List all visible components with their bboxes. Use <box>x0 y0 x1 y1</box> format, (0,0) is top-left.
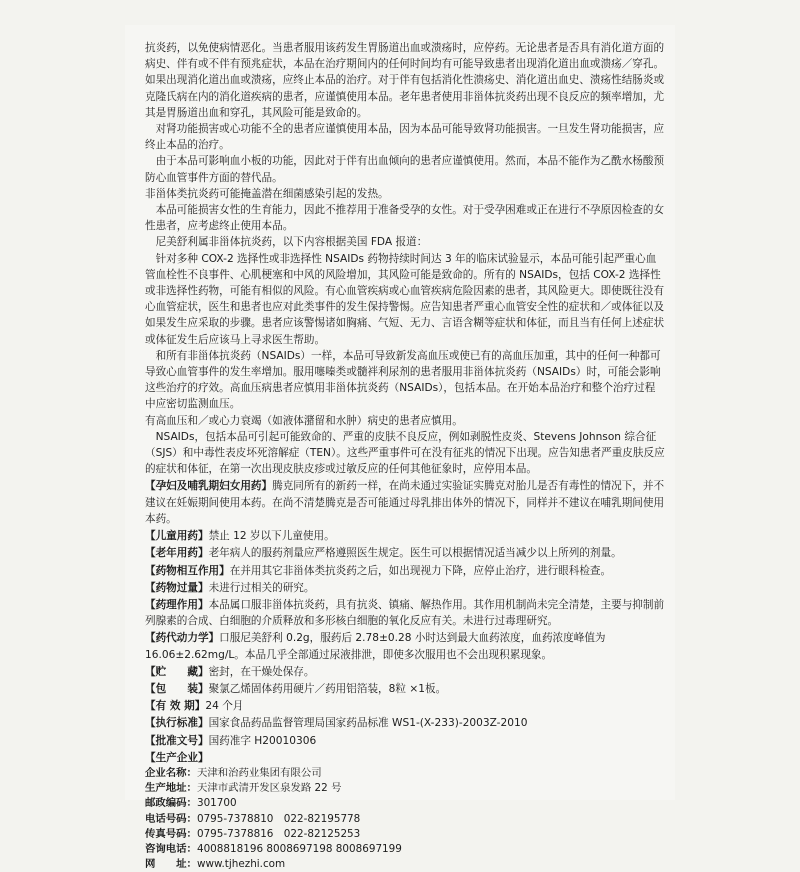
section-interactions <box>145 563 665 579</box>
paragraph: 抗炎药，以免使病情恶化。当患者服用该药发生胃肠道出血或溃疡时，应停药。无论患者是否具有消化道方面的病史、伴有或不伴有预兆症状，本品在治疗期间内的任何时间均有可能导致患者出现消化道出血或溃疡／穿孔。如果出现消化道出血或溃疡，应终止本品的治疗。对于伴有包括消化性溃疡史、消化道出血史、溃疡性结肠炎或克隆氏病在内的消化道疾病的患者，应谨慎使用本品。老年患者使用非甾体抗炎药出现不良反应的频率增加，尤其是胃肠道出血和穿孔，其风险可能是致命的。 <box>145 42 665 119</box>
manufacturer-label: 电话号码： <box>145 812 197 825</box>
section-standard <box>145 715 665 731</box>
section-text: 密封，在干燥处保存。 <box>208 665 315 678</box>
manufacturer-value: 4008818196 8008697198 8008697199 <box>196 842 402 855</box>
manufacturer-value: 301700 <box>196 797 237 810</box>
manufacturer-label: 网 址： <box>145 858 197 871</box>
section-text: 国家食品药品监督管理局国家药品标准 WS1-(X-233)-2003Z-2010 <box>208 717 528 730</box>
section-text: 口服尼美舒利 0.2g，服药后 2.78±0.28 小时达到最大血药浓度，血药浓度峰值为 16.06±2.62mg/L。本品几乎全部通过尿液排泄，即使多次服用也不会出现积累现象。 <box>145 632 606 661</box>
section-tag: 【孕妇及哺乳期妇女用药】 <box>145 480 273 493</box>
section-text: 未进行过相关的研究。 <box>208 581 315 594</box>
manufacturer-label: 传真号码： <box>145 827 197 840</box>
section-tag: 【贮 藏】 <box>145 665 209 678</box>
manufacturer-row <box>145 857 665 872</box>
section-tag: 【药代动力学】 <box>145 632 220 645</box>
paragraph: 和所有非甾体抗炎药（NSAIDs）一样，本品可导致新发高血压或使已有的高血压加重，其中的任何一种都可导致心血管事件的发生率增加。服用噻嗪类或髓袢利尿剂的患者服用非甾体抗炎药（NSAIDs）时，可能会影响这些治疗的疗效。高血压病患者应慎用非甾体抗炎药（NSAIDs），包括本品。在开始本品治疗和整个治疗过程中应密切监测血压。 <box>145 349 661 411</box>
section-tag: 【有 效 期】 <box>145 700 206 713</box>
section-tag: 【执行标准】 <box>145 717 209 730</box>
section-text: 老年病人的服药剂量应严格遵照医生规定。医生可以根据情况适当减少以上所列的剂量。 <box>208 547 622 560</box>
manufacturer-row <box>145 827 665 842</box>
manufacturer-label: 企业名称： <box>145 766 197 779</box>
section-text: 24 个月 <box>205 700 244 713</box>
paragraph: 对肾功能损害或心功能不全的患者应谨慎使用本品，因为本品可能导致肾功能损害。一旦发生肾功能损害，应终止本品的治疗。 <box>145 123 665 152</box>
section-pharmacology <box>145 597 665 629</box>
section-text: 在并用其它非甾体类抗炎药之后，如出现视力下降，应停止治疗，进行眼科检查。 <box>229 564 612 577</box>
manufacturer-row <box>145 842 665 857</box>
section-elderly <box>145 545 665 561</box>
paragraph: 由于本品可影响血小板的功能，因此对于伴有出血倾向的患者应谨慎使用。然而，本品不能作为乙酰水杨酸预防心血管事件方面的替代品。 <box>145 155 665 184</box>
section-text: 禁止 12 岁以下儿童使用。 <box>208 530 335 543</box>
section-tag: 【包 装】 <box>145 682 209 695</box>
section-text: 本品属口服非甾体抗炎药，具有抗炎、镇痛、解热作用。其作用机制尚未完全清楚，主要与抑制前列腺素的合成、白细胞的介质释放和多形核白细胞的氧化反应有关。未进行过毒理研究。 <box>145 598 665 628</box>
manufacturer-value: 天津市武清开发区泉发路 22 号 <box>196 782 342 795</box>
manufacturer-value: 0795-7378816 022-82125253 <box>196 827 361 840</box>
manufacturer-value: www.tjhezhi.com <box>196 858 286 871</box>
manufacturer-label: 咨询电话： <box>145 842 197 855</box>
manufacturer-label: 生产地址： <box>145 782 197 795</box>
manufacturer-row <box>145 812 665 827</box>
manufacturer-row <box>145 766 665 781</box>
paragraph: 非甾体类抗炎药可能掩盖潜在细菌感染引起的发热。 <box>145 187 389 200</box>
section-tag: 【药理作用】 <box>145 598 209 611</box>
section-tag: 【儿童用药】 <box>145 530 209 543</box>
section-overdose <box>145 580 665 596</box>
section-tag: 【生产企业】 <box>145 751 209 764</box>
section-text: 腾克同所有的新药一样，在尚未通过实验证实腾克对胎儿是否有毒性的情况下，并不建议在妊娠期间使用本药。在尚不清楚腾克是否可能通过母乳排出体外的情况下，同样并不建议在哺乳期间使用本药。 <box>145 480 665 525</box>
section-text: 国药准字 H20010306 <box>208 734 317 747</box>
section-storage <box>145 664 665 680</box>
section-tag: 【老年用药】 <box>145 547 209 560</box>
manufacturer-row <box>145 796 665 811</box>
section-tag: 【批准文号】 <box>145 734 209 747</box>
manufacturer-info <box>145 766 665 872</box>
paragraph: 本品可能损害女性的生育能力，因此不推荐用于准备受孕的女性。对于受孕困难或正在进行不孕原因检查的女性患者，应考虑终止使用本品。 <box>145 204 665 233</box>
section-tag: 【药物相互作用】 <box>145 564 230 577</box>
leaflet-body <box>145 40 665 872</box>
section-approval <box>145 733 665 749</box>
paragraph: 有高血压和／或心力衰竭（如液体潴留和水肿）病史的患者应慎用。 <box>145 414 463 427</box>
section-shelf-life <box>145 698 665 714</box>
section-package <box>145 681 665 697</box>
section-tag: 【药物过量】 <box>145 581 209 594</box>
manufacturer-value: 0795-7378810 022-82195778 <box>196 812 361 825</box>
section-manufacturer <box>145 750 665 766</box>
section-children <box>145 528 665 544</box>
manufacturer-value: 天津和治药业集团有限公司 <box>196 766 322 779</box>
paragraph: NSAIDs，包括本品可引起可能致命的、严重的皮肤不良反应，例如剥脱性皮炎、Stevens Johnson 综合征（SJS）和中毒性表皮坏死溶解症（TEN）。这些严重事件可在没有征兆的情况下出现。应告知患者严重皮肤反应的症状和体征，在第一次出现皮肤皮疹或过敏反应的任何其他征象时，应停用本品。 <box>145 430 665 476</box>
paragraph: 尼美舒利属非甾体抗炎药，以下内容根据美国 FDA 报道： <box>155 236 428 249</box>
section-text: 聚氯乙烯固体药用硬片／药用铝箔装，8粒 ×1板。 <box>208 682 447 695</box>
manufacturer-label: 邮政编码： <box>145 797 197 810</box>
section-pharmacokinetics <box>145 630 665 662</box>
manufacturer-row <box>145 781 665 796</box>
paragraph: 针对多种 COX-2 选择性或非选择性 NSAIDs 药物持续时间达 3 年的临床试验显示，本品可能引起严重心血管血栓性不良事件、心肌梗塞和中风的风险增加，其风险可能是致命的。所有的 NSAIDs，包括 COX-2 选择性或非选择性药物，可能有相似的风险。有心血管疾病或心血管疾病危险因素的患者，其风险更大。即使既往没有心血管症状，医生和患者也应对此类事件的发生保持警惕。应告知患者严重心血管安全性的症状和／或体征以及如果发生应采取的步骤。患者应该警惕诸如胸痛、气短、无力、言语含糊等症状和体征，而且当有任何上述症状或体征发生后应该马上寻求医生帮助。 <box>145 252 665 346</box>
section-pregnancy <box>145 478 665 527</box>
